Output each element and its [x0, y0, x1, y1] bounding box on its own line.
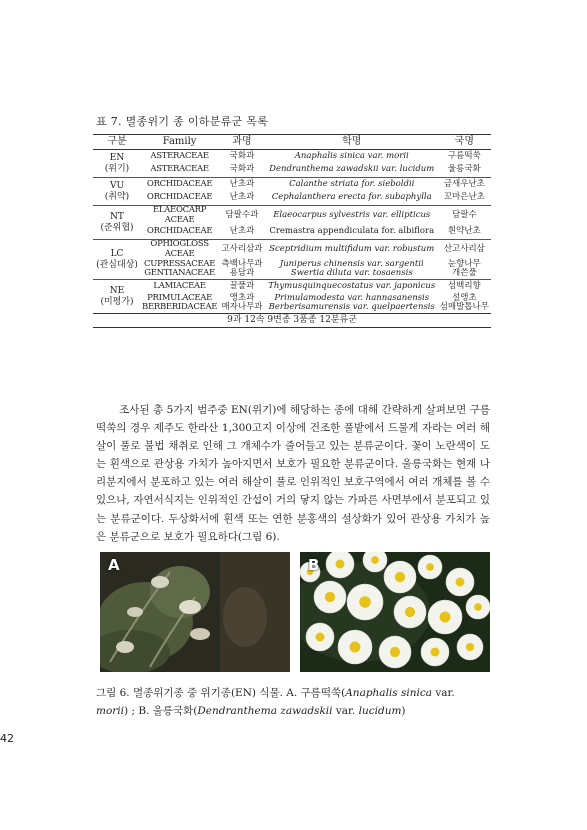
scientific-name-cell: Primulamodesta var. hannasanensis Berberisamurensis var. quelpaertensis	[268, 292, 435, 313]
scientific-name-cell: Juniperus chinensis var. sargentii Swertia diluta var. tosaensis	[279, 258, 424, 279]
table-row	[93, 260, 491, 280]
korean-name-cell: 담팔수	[452, 209, 477, 220]
family-cell: CUPRESSACEAE GENTIANACEAE	[144, 258, 216, 279]
table-header-row	[93, 135, 491, 150]
family-cell: ELAEOCARP ACEAE	[152, 205, 207, 225]
photo-b-label: B	[308, 556, 320, 574]
figure-caption-sci-a: Anaphalis sinica	[345, 687, 433, 699]
family-cell: ORCHIDACEAE	[146, 226, 213, 237]
table-row	[93, 206, 491, 226]
family-cell: OPHIOGLOSS ACEAE	[150, 239, 209, 259]
figure-caption-prefix: 그림 6. 멸종위기종 중 위기종(EN) 식물. A. 구름떡쑥(	[96, 687, 346, 699]
kor-family-cell: 난초과	[229, 178, 255, 189]
korean-name-cell: 산고사리삼	[443, 243, 485, 254]
figure-caption-var-a: var.	[432, 687, 455, 699]
photo-a-image	[100, 552, 290, 672]
photo-b-image	[300, 552, 490, 672]
family-cell: PRIMULACEAE BERBERIDACEAE	[142, 292, 218, 313]
category-cell: NE (미평가)	[100, 285, 134, 307]
photo-a-anaphalis	[100, 552, 290, 672]
header-kor-family: 과명	[232, 136, 252, 148]
header-family: Family	[162, 136, 197, 148]
family-cell: ORCHIDACEAE	[146, 178, 213, 189]
photo-a-label: A	[108, 556, 120, 574]
kor-family-cell: 담팔수과	[225, 209, 259, 220]
korean-name-cell: 꼬마은난초	[443, 192, 485, 203]
kor-family-cell: 고사리삼과	[221, 243, 263, 254]
header-category: 구분	[107, 136, 127, 148]
scientific-name-cell: Sceptridium multifidum var. robustum	[269, 243, 435, 254]
kor-family-cell: 꿀풀과	[229, 280, 255, 291]
scientific-name-cell: Anaphalis sinica var. morii	[294, 150, 409, 161]
category-cell: VU (취약)	[104, 180, 130, 202]
family-cell: ASTERACEAE	[150, 164, 209, 175]
table-total: 9과 12속 9변종 3품종 12분류군	[227, 315, 357, 326]
scientific-name-cell: Elaeocarpus sylvestris var. ellipticus	[273, 209, 431, 220]
table-row	[93, 240, 491, 260]
category-cell: NT (준위협)	[100, 211, 134, 233]
scientific-name-cell: Dendranthema zawadskii var. lucidum	[269, 164, 435, 175]
figure-caption-sci-b: Dendranthema zawadskii	[197, 705, 333, 717]
korean-name-cell: 설앵초 섬매발톱나무	[439, 292, 489, 313]
table-row	[93, 164, 491, 178]
table-row	[93, 280, 491, 294]
table-row	[93, 226, 491, 240]
scientific-name-cell: Calanthe striata for. sieboldii	[289, 178, 415, 189]
family-cell: LAMIACEAE	[153, 280, 206, 291]
korean-name-cell: 눈향나무 개쓴풀	[447, 258, 481, 279]
species-table	[93, 134, 491, 328]
body-paragraph: 조사된 총 5가지 범주중 EN(위기)에 해당하는 종에 대해 간략하게 살펴보면 구름떡쑥의 경우 제주도 한라산 1,300고지 이상에 건조한 풀밭에서 드물게 자라는 여러 해살이 풀로 불법 채취로 인해 그 개체수가 줄어들고 있는 분류군이다. 꽃이 노란색이 도는 흰색으로 관상용 가치가 높아지면서 보호가 필요한 분류군이다. 울릉국화는 현재 나리분지에서 분포하고 있는 여러 해살이 풀로 인위적인 보호구역에서 여러 개체를 볼 수 있으나, 자연서식지는 인위적인 간섭이 거의 닿지 않는 가파른 사면부에서 분포되고 있는 분류군이다. 두상화서에 흰색 또는 연한 분홍색의 설상화가 있어 관상용 가치가 높은 분류군으로 보호가 필요하다(그림 6).	[96, 404, 490, 543]
photo-b-dendranthema	[300, 552, 490, 672]
kor-family-cell: 측백나무과 용담과	[221, 258, 263, 279]
category-cell: LC (관심대상)	[96, 248, 138, 270]
header-korean-name: 국명	[454, 136, 474, 148]
kor-family-cell: 국화과	[229, 164, 255, 175]
table-row	[93, 150, 491, 164]
korean-name-cell: 구름떡쑥	[447, 150, 481, 161]
scientific-name-cell: Cremastra appendiculata for. albiflora	[269, 226, 435, 237]
kor-family-cell: 국화과	[229, 150, 255, 161]
kor-family-cell: 난초과	[229, 192, 255, 203]
kor-family-cell: 앵초과 매자나무과	[221, 292, 263, 313]
figure-caption-suffix: )	[401, 705, 406, 717]
korean-name-cell: 금새우난초	[443, 178, 485, 189]
figure-caption	[96, 684, 490, 720]
figure-caption-var-b: var.	[332, 705, 359, 717]
table-row	[93, 192, 491, 206]
family-cell: ORCHIDACEAE	[146, 192, 213, 203]
family-cell: ASTERACEAE	[150, 150, 209, 161]
kor-family-cell: 난초과	[229, 226, 255, 237]
table-row	[93, 294, 491, 314]
category-cell: EN (위기)	[104, 152, 130, 174]
scientific-name-cell: Thymusquinquecostatus var. japonicus	[268, 280, 436, 291]
table-title: 표 7. 멸종위기 종 이하분류군 목록	[96, 115, 269, 128]
korean-name-cell: 울릉국화	[447, 164, 481, 175]
korean-name-cell: 흰약난초	[447, 226, 481, 237]
figure-caption-sci-b-variety: lucidum	[358, 705, 402, 717]
table-total-row	[93, 314, 491, 328]
korean-name-cell: 섬백리향	[447, 280, 481, 291]
header-scientific-name: 학명	[342, 136, 362, 148]
figure-caption-sci-a-variety: morii	[96, 705, 125, 717]
figure-caption-middle: ) ; B. 울릉국화(	[124, 705, 198, 717]
table-row	[93, 178, 491, 192]
scientific-name-cell: Cephalanthera erecta for. subaphylla	[271, 192, 432, 203]
page-number: 42	[0, 732, 14, 745]
